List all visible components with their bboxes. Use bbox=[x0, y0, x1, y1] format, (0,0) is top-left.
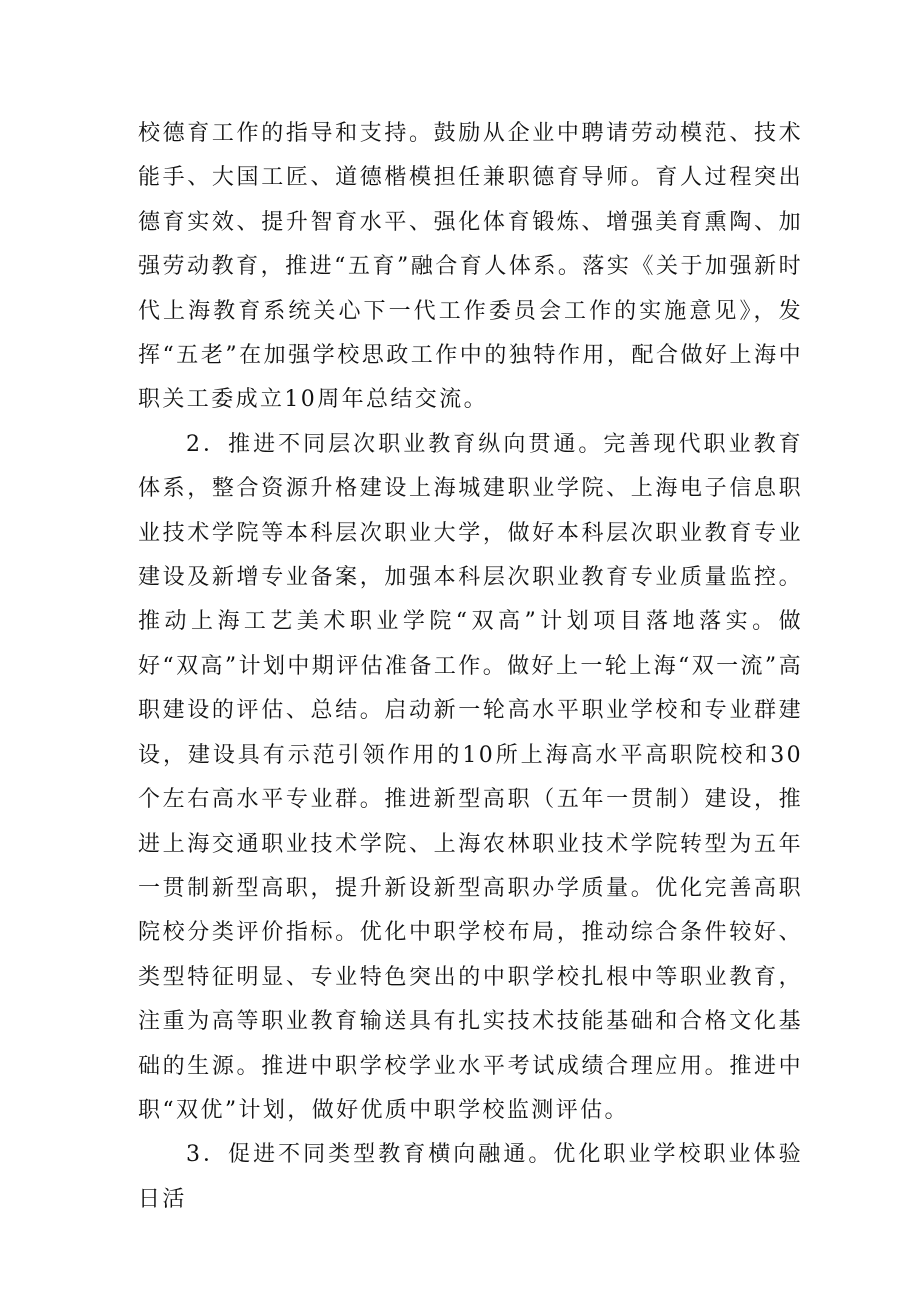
paragraph-moral-education: 校德育工作的指导和支持。鼓励从企业中聘请劳动模范、技术能手、大国工匠、道德楷模担任兼职德育导师。育人过程突出德育实效、提升智育水平、强化体育锻炼、增强美育熏陶、加强劳动教育，推进“五育”融合育人体系。落实《关于加强新时代上海教育系统关心下一代工作委员会工作的实施意见》，发挥“五老”在加强学校思政工作中的独特作用，配合做好上海中职关工委成立10周年总结交流。 bbox=[138, 121, 803, 413]
paragraph-item-3-horizontal-integration: 3．促进不同类型教育横向融通。优化职业学校职业体验日活 bbox=[138, 1142, 803, 1212]
paragraph-item-2-vertical-integration: 2．推进不同层次职业教育纵向贯通。完善现代职业教育体系，整合资源升格建设上海城建职业学院、上海电子信息职业技术学院等本科层次职业大学，做好本科层次职业教育专业建设及新增专业备案，加强本科层次职业教育专业质量监控。推动上海工艺美术职业学院“双高”计划项目落地落实。做好“双高”计划中期评估准备工作。做好上一轮上海“双一流”高职建设的评估、总结。启动新一轮高水平职业学校和专业群建设，建设具有示范引领作用的10所上海高水平高职院校和30个左右高水平专业群。推进新型高职（五年一贯制）建设，推进上海交通职业技术学院、上海农林职业技术学院转型为五年一贯制新型高职，提升新设新型高职办学质量。优化完善高职院校分类评价指标。优化中职学校布局，推动综合条件较好、类型特征明显、专业特色突出的中职学校扎根中等职业教育，注重为高等职业教育输送具有扎实技术技能基础和合格文化基础的生源。推进中职学校学业水平考试成绩合理应用。推进中职“双优”计划，做好优质中职学校监测评估。 bbox=[138, 431, 803, 1123]
document-body bbox=[138, 112, 803, 1222]
